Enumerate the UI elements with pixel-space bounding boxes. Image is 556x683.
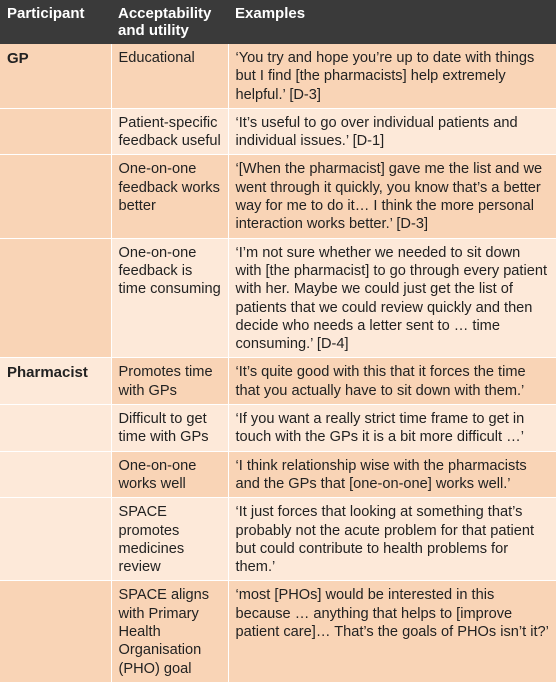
table-row	[0, 108, 556, 155]
participant-cell-empty	[0, 238, 111, 358]
example-cell: ‘I think relationship wise with the pharmacists and the GPs that [one-on-one] works well.’	[228, 451, 556, 498]
table-row	[0, 44, 556, 108]
acceptability-cell: SPACE aligns with Primary Health Organisation (PHO) goal	[111, 581, 228, 682]
participant-cell-empty	[0, 451, 111, 498]
acceptability-cell: SPACE promotes medicines review	[111, 498, 228, 581]
table-row	[0, 451, 556, 498]
table-row	[0, 405, 556, 452]
header-acceptability: Acceptability and utility	[111, 0, 228, 44]
example-cell: ‘It just forces that looking at something that’s probably not the acute problem for that patient but could contribute to health problems for them.’	[228, 498, 556, 581]
header-examples: Examples	[228, 0, 556, 44]
participant-cell-empty	[0, 581, 111, 682]
table-row	[0, 498, 556, 581]
participant-cell-gp: GP	[0, 44, 111, 108]
table-row	[0, 581, 556, 682]
acceptability-cell: One-on-one feedback is time consuming	[111, 238, 228, 358]
example-cell: ‘You try and hope you’re up to date with things but I find [the pharmacists] help extremely helpful.’ [D-3]	[228, 44, 556, 108]
header-participant: Participant	[0, 0, 111, 44]
table-row	[0, 358, 556, 405]
participant-cell-pharmacist: Pharmacist	[0, 358, 111, 405]
acceptability-cell: Educational	[111, 44, 228, 108]
acceptability-cell: Patient-specific feedback useful	[111, 108, 228, 155]
acceptability-cell: One-on-one works well	[111, 451, 228, 498]
example-cell: ‘I’m not sure whether we needed to sit down with [the pharmacist] to go through every patient with her. Maybe we could just get the list of patients that we could review quickly and then decide who needs a letter sent to … time consuming.’ [D-4]	[228, 238, 556, 358]
example-cell: ‘It’s useful to go over individual patients and individual issues.’ [D-1]	[228, 108, 556, 155]
participant-cell-empty	[0, 155, 111, 238]
example-cell: ‘It’s quite good with this that it forces the time that you actually have to sit down with them.’	[228, 358, 556, 405]
example-cell: ‘If you want a really strict time frame to get in touch with the GPs it is a bit more difficult …’	[228, 405, 556, 452]
participant-cell-empty	[0, 108, 111, 155]
example-cell: ‘most [PHOs] would be interested in this because … anything that helps to [improve patient care]… That’s the goals of PHOs isn’t it?’	[228, 581, 556, 682]
participant-cell-empty	[0, 405, 111, 452]
example-cell: ‘[When the pharmacist] gave me the list and we went through it quickly, you know that’s a better way for me to do it… I think the more personal interaction works better.’ [D-3]	[228, 155, 556, 238]
participant-cell-empty	[0, 498, 111, 581]
acceptability-cell: One-on-one feedback works better	[111, 155, 228, 238]
table-row	[0, 155, 556, 238]
acceptability-cell: Difficult to get time with GPs	[111, 405, 228, 452]
table-row	[0, 238, 556, 358]
acceptability-cell: Promotes time with GPs	[111, 358, 228, 405]
header-row	[0, 0, 556, 44]
